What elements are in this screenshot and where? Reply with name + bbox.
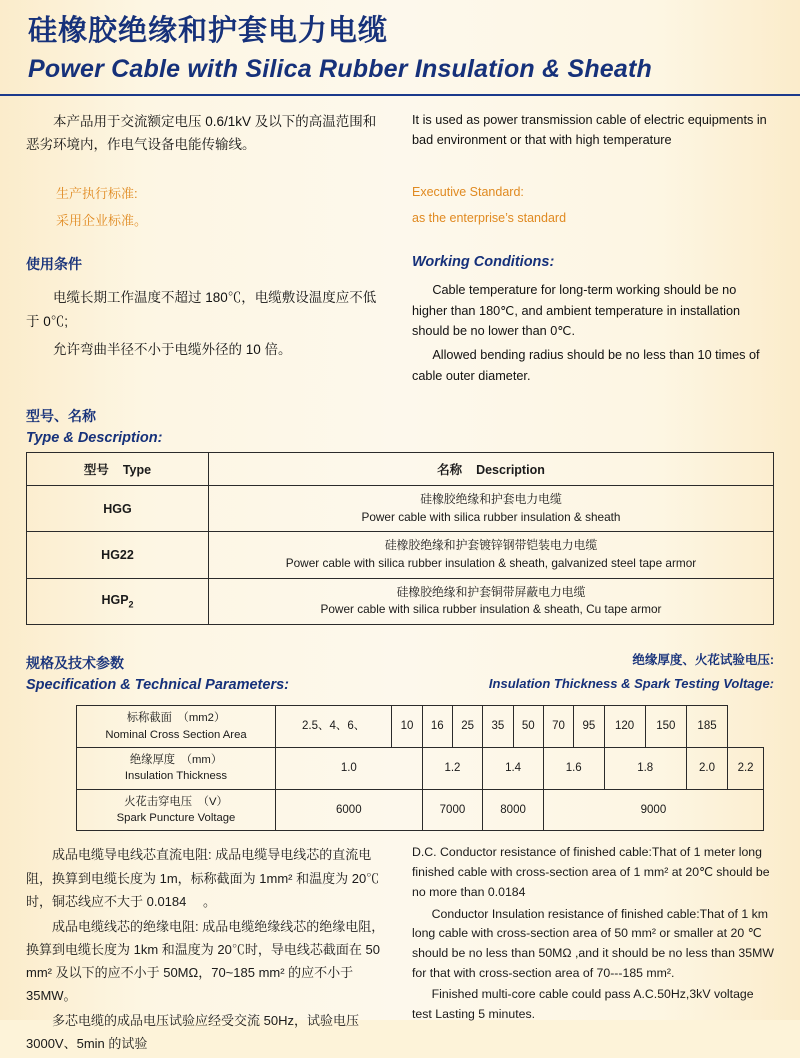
- intro-column-cn: [26, 110, 400, 237]
- intro-column-en: [400, 110, 774, 237]
- spec-cell: 10: [392, 706, 422, 748]
- working-conditions-heading-en: Working Conditions:: [412, 254, 555, 271]
- type-column-header: [27, 452, 209, 485]
- spec-cell: 120: [604, 706, 645, 748]
- note-en-1: D.C. Conductor resistance of finished cable:That of 1 meter long finished cable with cross-section area of 1 mm² at 20℃ should be no more than 0.0184: [412, 845, 770, 899]
- spec-subheading-cn: 绝缘厚度、火花试验电压:: [632, 652, 774, 667]
- spec-cell: 25: [452, 706, 482, 748]
- description-column-header-en: Description: [476, 462, 545, 477]
- spec-subheading-en: Insulation Thickness & Spark Testing Voltage:: [488, 675, 774, 691]
- type-value-subscript: 2: [128, 599, 134, 610]
- type-heading-cn: 型号、名称: [26, 407, 96, 424]
- row-header: [77, 747, 276, 789]
- working-conditions-section: [0, 236, 800, 390]
- page-header: [0, 0, 800, 96]
- note-cn-1: 成品电缆导电线芯直流电阻: 成品电缆导电线芯的直流电阻，换算到电缆长度为 1m，标称截面为 1mm² 和温度为 20℃时，铜芯线应不大于 0.0184 。: [26, 847, 380, 909]
- row-header-en: Nominal Cross Section Area: [105, 728, 247, 741]
- intro-section: [0, 96, 800, 237]
- working-paragraph-cn-1: 电缆长期工作温度不超过 180℃，电缆敷设温度应不低于 0℃;: [26, 290, 377, 329]
- row-header-cn: 绝缘厚度 （mm）: [129, 753, 223, 766]
- spec-cell: 35: [483, 706, 513, 748]
- spec-cell: 6000: [276, 789, 423, 831]
- type-value: HGG: [27, 485, 209, 531]
- spec-cell: 1.6: [543, 747, 604, 789]
- spec-heading-cn: 规格及技术参数: [26, 655, 124, 672]
- spec-cell: 95: [574, 706, 604, 748]
- spec-heading-en: Specification & Technical Parameters:: [26, 677, 289, 694]
- spec-cell: 70: [543, 706, 573, 748]
- description-en: Power cable with silica rubber insulation & sheath, Cu tape armor: [320, 602, 662, 617]
- table-row: [77, 706, 764, 748]
- note-en-3: Finished multi-core cable could pass A.C.50Hz,3kV voltage test Lasting 5 minutes.: [412, 987, 754, 1021]
- note-cn-2: 成品电缆线芯的绝缘电阻: 成品电缆绝缘线芯的绝缘电阻，换算到电缆长度为 1km 和温度为 20℃时，导电线芯截面在 50 mm² 及以下的应不小于 50MΩ，70~185 mm² 的应不小于 35MW。: [26, 918, 385, 1004]
- row-header: [77, 789, 276, 831]
- type-column-header-cn: 型号: [83, 462, 109, 477]
- spec-section: [0, 651, 800, 832]
- description-cn: 硅橡胶绝缘和护套镀锌钢带铠装电力电缆: [384, 538, 598, 553]
- description-cn: 硅橡胶绝缘和护套铜带屏蔽电力电缆: [396, 584, 586, 599]
- row-header-cn: 标称截面 （mm2）: [126, 712, 226, 725]
- working-paragraph-en-2: Allowed bending radius should be no less than 10 times of cable outer diameter.: [412, 348, 760, 383]
- notes-section: [0, 831, 800, 1057]
- working-column-cn: [26, 254, 400, 390]
- intro-paragraph-cn: 本产品用于交流额定电压 0.6/1kV 及以下的高温范围和恶劣环境内，作电气设备电能传输线。: [26, 113, 377, 153]
- page-title-en: Power Cable with Silica Rubber Insulation & Sheath: [28, 54, 652, 83]
- table-header-row: [27, 452, 774, 485]
- spec-heading-right: [489, 651, 774, 697]
- type-value: HG22: [27, 532, 209, 578]
- description-value: [209, 532, 774, 578]
- type-value-text: HGP: [101, 593, 129, 608]
- working-paragraph-cn-2: 允许弯曲半径不小于电缆外径的 10 倍。: [53, 341, 292, 357]
- row-header-cn: 火花击穿电压 （V）: [124, 795, 228, 808]
- type-heading-en: Type & Description:: [26, 429, 163, 446]
- spec-cell: 2.5、4、6、: [276, 706, 392, 748]
- type-section: [0, 406, 800, 625]
- executive-standard-label-cn: 生产执行标准:: [56, 185, 138, 201]
- table-row: [77, 789, 764, 831]
- table-row: [27, 532, 774, 578]
- spec-cell: 16: [422, 706, 452, 748]
- spec-cell: 1.2: [422, 747, 483, 789]
- spec-cell: 150: [645, 706, 686, 748]
- type-value: [27, 578, 209, 624]
- description-column-header-cn: 名称: [437, 462, 463, 477]
- specification-table: [76, 705, 764, 831]
- page-title-cn: 硅橡胶绝缘和护套电力电缆: [28, 15, 389, 47]
- working-paragraph-en-1: Cable temperature for long-term working should be no higher than 180℃, and ambient temperature in installation should be no lower than 0℃.: [412, 283, 741, 338]
- spec-cell: 7000: [422, 789, 483, 831]
- row-header: [77, 706, 276, 748]
- executive-standard-label-en: Executive Standard:: [412, 185, 524, 200]
- description-value: [209, 578, 774, 624]
- spec-cell: 185: [686, 706, 727, 748]
- spec-heading-row: [26, 651, 774, 697]
- executive-standard-value-en: as the enterprise’s standard: [412, 211, 567, 226]
- notes-column-en: [400, 843, 774, 1057]
- spec-cell: 1.8: [604, 747, 686, 789]
- type-description-table: [26, 452, 774, 625]
- working-column-en: [400, 254, 774, 390]
- table-row: [77, 747, 764, 789]
- row-header-en: Insulation Thickness: [124, 770, 228, 783]
- spec-cell: 9000: [543, 789, 763, 831]
- spec-cell: 50: [513, 706, 543, 748]
- intro-paragraph-en: It is used as power transmission cable of electric equipments in bad environment or that with high temperature: [412, 112, 767, 147]
- spec-cell: 2.2: [728, 747, 764, 789]
- notes-column-cn: [26, 843, 400, 1057]
- spec-heading-left: [26, 653, 289, 697]
- spec-cell: 8000: [483, 789, 544, 831]
- description-value: [209, 485, 774, 531]
- executive-standard-value-cn: 采用企业标准。: [56, 212, 148, 228]
- description-column-header: [209, 452, 774, 485]
- spec-cell: 1.4: [483, 747, 544, 789]
- table-row: [27, 578, 774, 624]
- note-en-2: Conductor Insulation resistance of finished cable:That of 1 km long cable with cross-section area of 50 mm² or smaller at 20 ℃ should be no less than 50MΩ ,and it should be no less than 35MW for that with cross-section area of 70---185 mm².: [412, 906, 774, 980]
- spec-cell: 1.0: [276, 747, 423, 789]
- note-cn-3: 多芯电缆的成品电压试验应经受交流 50Hz，试验电压 3000V、5min 的试验: [26, 1013, 359, 1052]
- description-en: Power cable with silica rubber insulation & sheath: [361, 509, 621, 524]
- spec-cell: 2.0: [686, 747, 727, 789]
- description-cn: 硅橡胶绝缘和护套电力电缆: [420, 491, 562, 506]
- working-conditions-heading-cn: 使用条件: [26, 256, 82, 273]
- table-row: [27, 485, 774, 531]
- type-column-header-en: Type: [122, 462, 152, 477]
- description-en: Power cable with silica rubber insulation & sheath, galvanized steel tape armor: [285, 555, 697, 570]
- row-header-en: Spark Puncture Voltage: [116, 812, 236, 825]
